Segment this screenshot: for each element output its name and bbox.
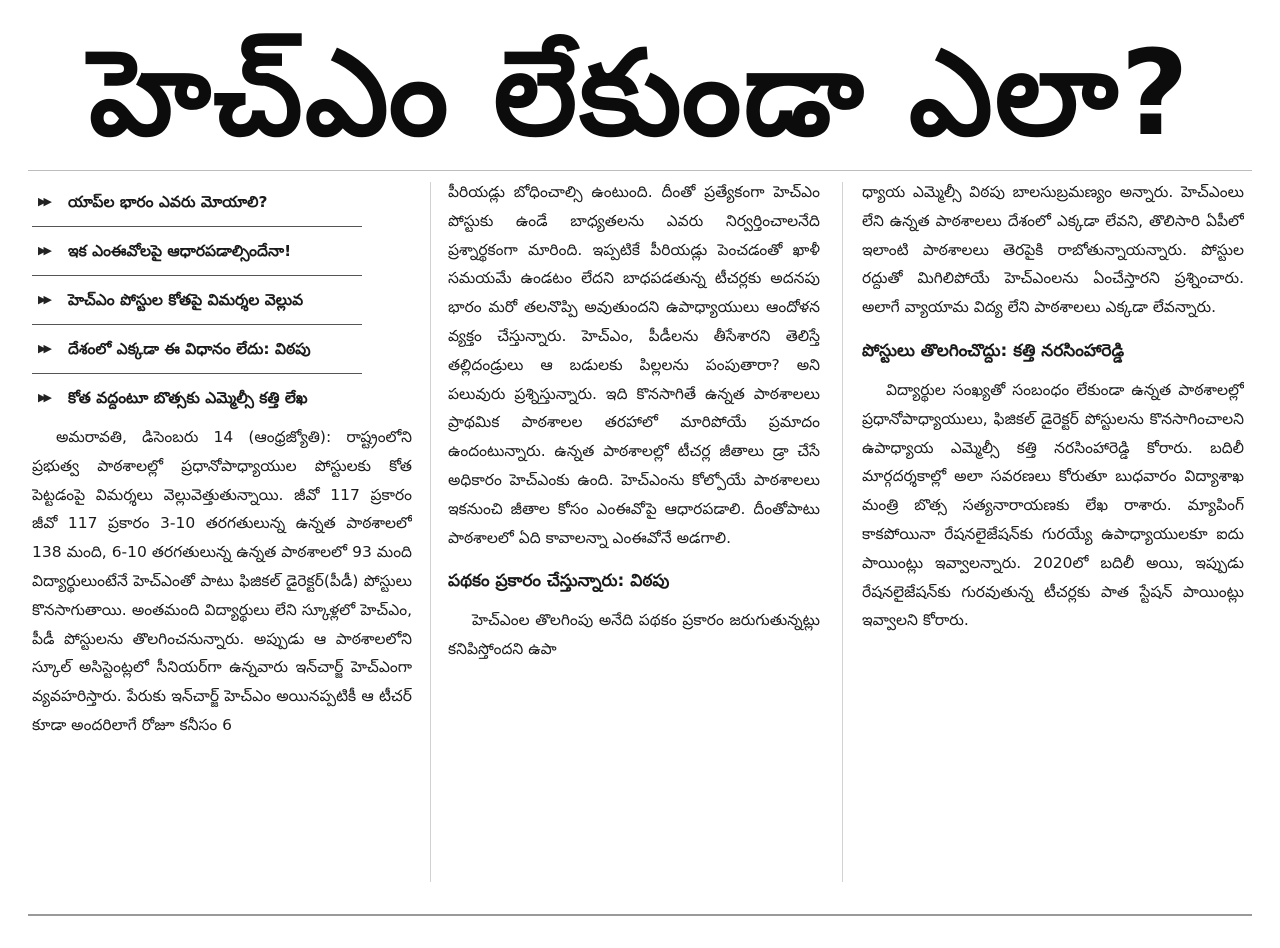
highlight-item [32,325,362,374]
highlight-text: ఇక ఎంఈవోలపై ఆధారపడాల్సిందేనా! [68,242,292,260]
article-paragraph: ధ్యాయ ఎమ్మెల్సీ విఠపు బాలసుబ్రమణ్యం అన్నారు. హెచ్‌ఎంలు లేని ఉన్నత పాఠశాలలు దేశంలో ఎక్కడా లేవని, తొలిసారి ఏపీలో ఇలాంటి పాఠశాలలు తెరపైకి రాబోతున్నాయన్నారు. పోస్టుల రద్దుతో మిగిలిపోయే హెచ్‌ఎంలను ఏంచేస్తారని ప్రశ్నించారు. అలాగే వ్యాయామ విద్య లేని పాఠశాలలు ఎక్కడా లేవన్నారు. [862,183,1244,317]
highlight-item [32,374,412,423]
column-1 [32,178,412,894]
article-paragraph: అమరావతి, డిసెంబరు 14 (ఆంధ్రజ్యోతి): రాష్ట్రంలోని ప్రభుత్వ పాఠశాలల్లో ప్రధానోపాధ్యాయుల పోస్టులకు కోత పెట్టడంపై విమర్శలు వెల్లువెత్తుతున్నాయి. జీవో 117 ప్రకారం జీవో 117 ప్రకారం 3-10 తరగతులున్న ఉన్నత పాఠశాలలో 138 మంది, 6-10 తరగతులున్న ఉన్నత పాఠశాలలో 93 మంది విద్యార్థులుంటేనే హెచ్‌ఎంతో పాటు ఫిజికల్ డైరెక్టర్(పీడీ) పోస్టులు కొనసాగుతాయి. అంతమంది విద్యార్థులు లేని స్కూళ్లలో హెచ్‌ఎం, పీడీ పోస్టులను తొలగించనున్నారు. అప్పుడు ఆ పాఠశాలలోని స్కూల్ అసిస్టెంట్లలో సీనియర్‌గా ఉన్నవారు ఇన్‌చార్జ్ హెచ్‌ఎంగా వ్యవహరిస్తారు. పేరుకు ఇన్‌చార్జ్ హెచ్‌ఎం అయినప్పటికీ ఆ టీచర్ కూడా అందరిలాగే రోజూ కనీసం 6 [32,428,412,734]
section-subheading: పథకం ప్రకారం చేస్తున్నారు: విఠపు [448,571,670,592]
double-arrow-icon: ▶▶ [38,244,49,257]
highlight-text: యాప్‌ల భారం ఎవరు మోయాలి? [68,193,268,211]
column-divider [842,182,843,882]
section-subheading: పోస్టులు తొలగించొద్దు: కత్తి నరసింహారెడ్డి [862,340,1125,361]
highlight-text: కోత వద్దంటూ బొత్సకు ఎమ్మెల్సీ కత్తి లేఖ [68,389,308,407]
column-2 [448,178,820,894]
highlight-text: దేశంలో ఎక్కడా ఈ విధానం లేదు: విఠపు [68,340,311,358]
double-arrow-icon: ▶▶ [38,195,49,208]
column-divider [430,182,431,882]
highlight-text: హెచ్‌ఎం పోస్టుల కోతపై విమర్శల వెల్లువ [68,291,304,309]
highlight-item [32,276,362,325]
article-paragraph: హెచ్‌ఎంల తొలగింపు అనేది పథకం ప్రకారం జరుగుతున్నట్లు కనిపిస్తోందని ఉపా [448,611,820,659]
highlight-list [32,178,412,423]
headline-rule [28,170,1252,171]
article-paragraph: విద్యార్థుల సంఖ్యతో సంబంధం లేకుండా ఉన్నత పాఠశాలల్లో ప్రధానోపాధ్యాయులు, ఫిజికల్ డైరెక్టర్ పోస్టులను కొనసాగించాలని ఉపాధ్యాయ ఎమ్మెల్సీ కత్తి నరసింహారెడ్డి కోరారు. బదిలీ మార్గదర్శకాల్లో అలా సవరణలు కోరుతూ బుధవారం విద్యాశాఖ మంత్రి బొత్స సత్యనారాయణకు లేఖ రాశారు. మ్యాపింగ్ కాకపోయినా రేషనలైజేషన్‌కు గురయ్యే ఉపాధ్యాయులకూ ఐదు పాయింట్లు ఇవ్వాలన్నారు. 2020లో బదిలీ అయి, ఇప్పుడు రేషనలైజేషన్‌కు గురవుతున్న టీచర్లకు పాత స్టేషన్ పాయింట్లు ఇవ్వాలని కోరారు. [862,380,1244,630]
double-arrow-icon: ▶▶ [38,342,49,355]
double-arrow-icon: ▶▶ [38,293,49,306]
column-3 [862,178,1244,894]
headline: హెచ్‌ఎం లేకుండా ఎలా? [89,24,1191,162]
highlight-item [32,178,362,227]
article-paragraph: పీరియడ్లు బోధించాల్సి ఉంటుంది. దీంతో ప్రత్యేకంగా హెచ్‌ఎం పోస్టుకు ఉండే బాధ్యతలను ఎవరు నిర్వర్తించాలనేది ప్రశ్నార్థకంగా మారింది. ఇప్పటికే పీరియడ్లు పెంచడంతో ఖాళీ సమయమే ఉండటం లేదని బాధపడతున్న టీచర్లకు అదనపు భారం మరో తలనొప్పి అవుతుందని ఉపాధ్యాయులు ఆందోళన వ్యక్తం చేస్తున్నారు. హెచ్‌ఎం, పీడీలను తీసేశారని తెలిస్తే తల్లిదండ్రులు ఆ బడులకు పిల్లలను పంపుతారా? అని పలువురు ప్రశ్నిస్తున్నారు. ఇది కొనసాగితే ఉన్నత పాఠశాలలు ప్రాథమిక పాఠశాలల తరహాలో మారిపోయే ప్రమాదం ఉందంటున్నారు. ఉన్నత పాఠశాలల్లో టీచర్ల జీతాలు డ్రా చేసే అధికారం హెచ్‌ఎంకు ఉంది. హెచ్‌ఎంను కోల్పోయే పాఠశాలలు ఇకనుంచి జీతాల కోసం ఎంఈవోపై ఆధారపడాలి. దీంతోపాటు పాఠశాలలో ఏది కావాలన్నా ఎంఈవోనే అడగాలి. [448,183,820,547]
bottom-rule [28,914,1252,916]
double-arrow-icon: ▶▶ [38,391,49,404]
highlight-item [32,227,362,276]
